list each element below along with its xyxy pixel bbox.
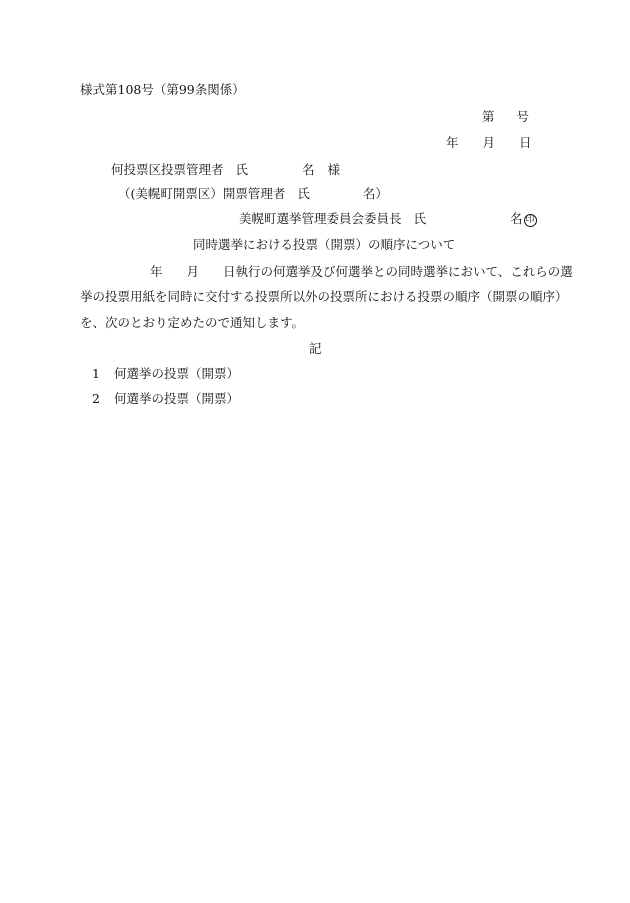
document-date xyxy=(446,137,532,150)
sender-mei: 名 xyxy=(510,211,523,226)
body-line-2: 挙の投票用紙を同時に交付する投票所以外の投票所における投票の順序（開票の順序） xyxy=(80,289,568,304)
addressee-2-shi: 氏 xyxy=(297,186,310,201)
addressee-counting-manager xyxy=(118,188,388,201)
form-number: 様式第108号（第99条関係） xyxy=(80,82,245,97)
item-number: 1 xyxy=(92,366,100,381)
sender-shi: 氏 xyxy=(413,211,427,226)
ki-heading: 記 xyxy=(309,341,322,356)
date-year: 年 xyxy=(446,135,459,150)
body-line-3: を、次のとおり定めたので通知します。 xyxy=(80,315,305,330)
addressee-shi: 氏 xyxy=(235,162,249,177)
addressee-2-mei: 名） xyxy=(362,186,388,201)
addressee-voting-manager xyxy=(111,164,340,177)
body-line-1-text: 日執行の何選挙及び何選挙との同時選挙において、これらの選 xyxy=(223,264,573,279)
sender-title: 美幌町選挙管理委員会委員長 xyxy=(239,211,402,226)
date-month: 月 xyxy=(482,135,496,150)
list-item xyxy=(92,393,239,406)
seal-mark: 印 xyxy=(525,215,535,225)
addressee-mei: 名 xyxy=(302,162,315,177)
doc-number-label-dai: 第 xyxy=(482,109,495,124)
addressee-2-role: （(美幌町開票区）開票管理者 xyxy=(118,186,286,201)
item-text: 何選挙の投票（開票） xyxy=(113,366,239,381)
item-number: 2 xyxy=(92,391,100,406)
addressee-sama: 様 xyxy=(327,162,341,177)
list-item xyxy=(92,368,239,381)
sender xyxy=(239,213,537,227)
body-line-1 xyxy=(150,266,573,279)
body-month: 月 xyxy=(186,264,200,279)
date-day: 日 xyxy=(519,135,532,150)
document-title: 同時選挙における投票（開票）の順序について xyxy=(193,237,456,252)
body-year: 年 xyxy=(150,264,163,279)
addressee-role: 何投票区投票管理者 xyxy=(111,162,224,177)
document-number xyxy=(482,111,529,124)
doc-number-label-go: 号 xyxy=(516,109,530,124)
item-text: 何選挙の投票（開票） xyxy=(113,391,239,406)
